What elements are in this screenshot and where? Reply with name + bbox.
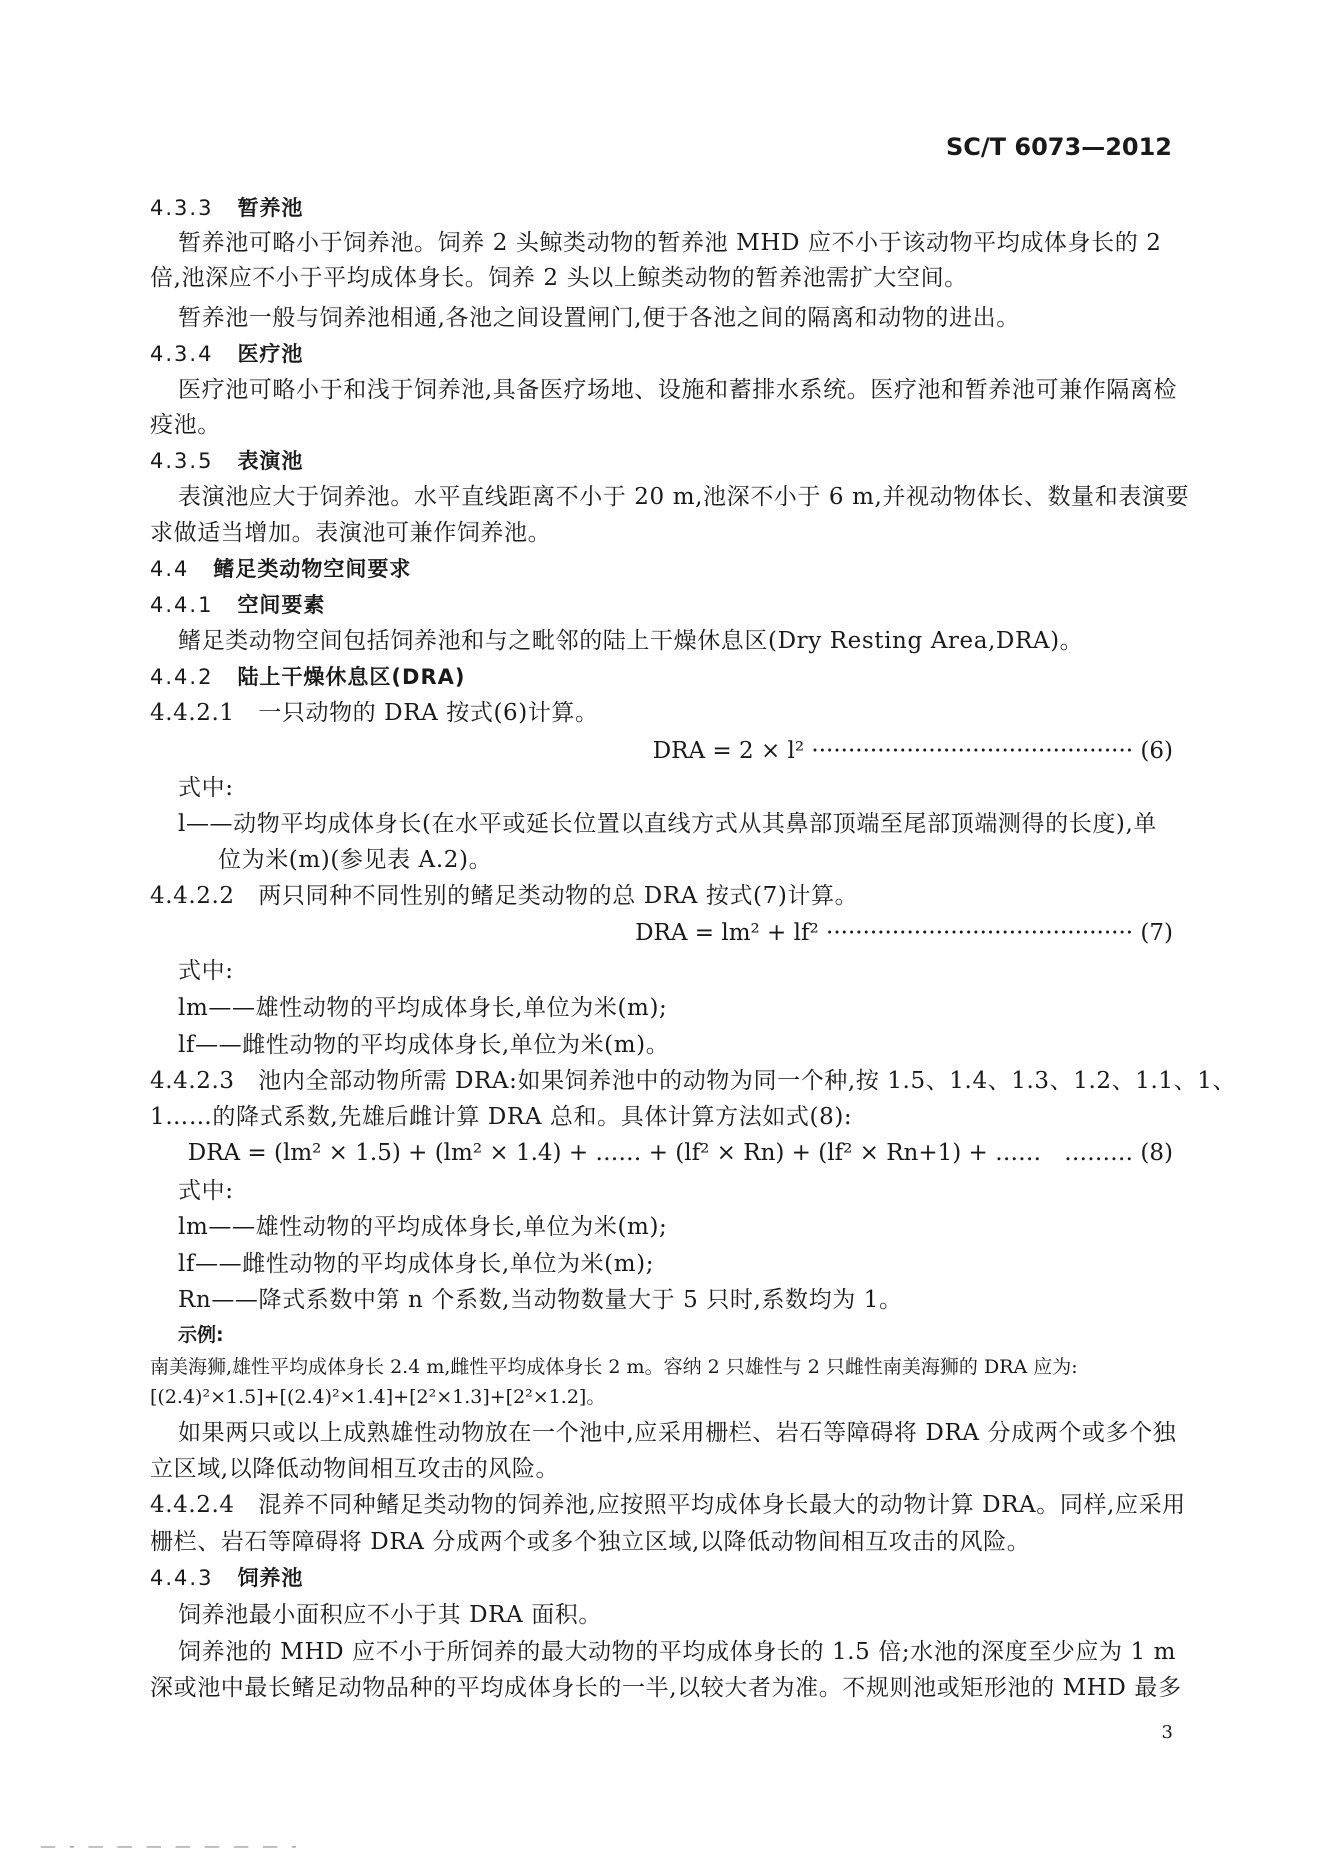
- paragraph-line: 倍,池深应不小于平均成体身长。饲养 2 头以上鲸类动物的暂养池需扩大空间。: [150, 265, 968, 291]
- paragraph-line: 立区域,以降低动物间相互攻击的风险。: [150, 1456, 560, 1482]
- paragraph-line: 暂养池可略小于饲养池。饲养 2 头鲸类动物的暂养池 MHD 应不小于该动物平均成体身长的 2: [178, 230, 1162, 256]
- paragraph-line: 疫池。: [150, 412, 221, 438]
- variable-definition: Rn——降式系数中第 n 个系数,当动物数量大于 5 只时,系数均为 1。: [178, 1287, 903, 1313]
- paragraph-line: 4.4.2.4 混养不同种鳍足类动物的饲养池,应按照平均成体身长最大的动物计算 DRA。同样,应采用: [150, 1492, 1186, 1518]
- section-heading: 4.4 鳍足类动物空间要求: [150, 557, 412, 581]
- paragraph-line: 栅栏、岩石等障碍将 DRA 分成两个或多个独立区域,以降低动物间相互攻击的风险。: [150, 1529, 1031, 1555]
- paragraph-line: 饲养池最小面积应不小于其 DRA 面积。: [178, 1602, 602, 1628]
- section-heading: 4.3.4 医疗池: [150, 342, 304, 366]
- variable-definition: lf——雌性动物的平均成体身长,单位为米(m)。: [178, 1032, 670, 1058]
- document-id: SC/T 6073—2012: [946, 133, 1172, 161]
- where-label: 式中:: [178, 775, 234, 801]
- variable-definition: lm——雄性动物的平均成体身长,单位为米(m);: [178, 995, 668, 1021]
- equation-8: DRA = (lm² × 1.5) + (lm² × 1.4) + …… + (lf² × Rn) + (lf² × Rn+1) + …… ……… (8): [187, 1140, 1173, 1166]
- variable-definition: lf——雌性动物的平均成体身长,单位为米(m);: [178, 1251, 655, 1277]
- section-heading: 4.4.1 空间要素: [150, 593, 326, 617]
- paragraph-line: 1……的降式系数,先雄后雌计算 DRA 总和。具体计算方法如式(8):: [150, 1104, 853, 1130]
- equation-7: DRA = lm² + lf² ·········································· (7): [635, 920, 1173, 946]
- paragraph-line: 求做适当增加。表演池可兼作饲养池。: [150, 520, 552, 546]
- where-label: 式中:: [178, 958, 234, 984]
- footer-dashes: — - — — — — — — — -: [40, 1836, 301, 1855]
- example-text: [(2.4)²×1.5]+[(2.4)²×1.4]+[2²×1.3]+[2²×1.2]。: [150, 1386, 606, 1408]
- paragraph-line: 4.4.2.3 池内全部动物所需 DRA:如果饲养池中的动物为同一个种,按 1.5、1.4、1.3、1.2、1.1、1、: [150, 1068, 1237, 1094]
- example-text: 南美海狮,雄性平均成体身长 2.4 m,雌性平均成体身长 2 m。容纳 2 只雄性与 2 只雌性南美海狮的 DRA 应为:: [150, 1356, 1078, 1378]
- paragraph-line: 4.4.2.1 一只动物的 DRA 按式(6)计算。: [150, 700, 599, 726]
- example-label: 示例:: [178, 1324, 224, 1346]
- section-heading: 4.4.3 饲养池: [150, 1566, 304, 1590]
- section-heading: 4.3.3 暂养池: [150, 196, 304, 220]
- variable-definition: lm——雄性动物的平均成体身长,单位为米(m);: [178, 1214, 668, 1240]
- paragraph-line: 鳍足类动物空间包括饲养池和与之毗邻的陆上干燥休息区(Dry Resting Area,DRA)。: [178, 628, 1084, 654]
- section-heading: 4.3.5 表演池: [150, 449, 304, 473]
- paragraph-line: 如果两只或以上成熟雄性动物放在一个池中,应采用栅栏、岩石等障碍将 DRA 分成两个或多个独: [178, 1420, 1177, 1446]
- section-heading: 4.4.2 陆上干燥休息区(DRA): [150, 665, 466, 689]
- paragraph-line: 医疗池可略小于和浅于饲养池,具备医疗场地、设施和蓄排水系统。医疗池和暂养池可兼作隔离检: [178, 377, 1178, 403]
- equation-6: DRA = 2 × l² ············································ (6): [652, 738, 1173, 764]
- paragraph-line: 深或池中最长鳍足动物品种的平均成体身长的一半,以较大者为准。不规则池或矩形池的 MHD 最多: [150, 1675, 1182, 1701]
- variable-definition-cont: 位为米(m)(参见表 A.2)。: [218, 847, 493, 873]
- variable-definition: l——动物平均成体身长(在水平或延长位置以直线方式从其鼻部顶端至尾部顶端测得的长度),单: [178, 811, 1158, 837]
- paragraph-line: 饲养池的 MHD 应不小于所饲养的最大动物的平均成体身长的 1.5 倍;水池的深度至少应为 1 m: [178, 1639, 1177, 1665]
- paragraph-line: 暂养池一般与饲养池相通,各池之间设置闸门,便于各池之间的隔离和动物的进出。: [178, 305, 1020, 331]
- paragraph-line: 表演池应大于饲养池。水平直线距离不小于 20 m,池深不小于 6 m,并视动物体长、数量和表演要: [178, 484, 1190, 510]
- page-number: 3: [1161, 1722, 1173, 1743]
- paragraph-line: 4.4.2.2 两只同种不同性别的鳍足类动物的总 DRA 按式(7)计算。: [150, 883, 859, 909]
- where-label: 式中:: [178, 1178, 234, 1204]
